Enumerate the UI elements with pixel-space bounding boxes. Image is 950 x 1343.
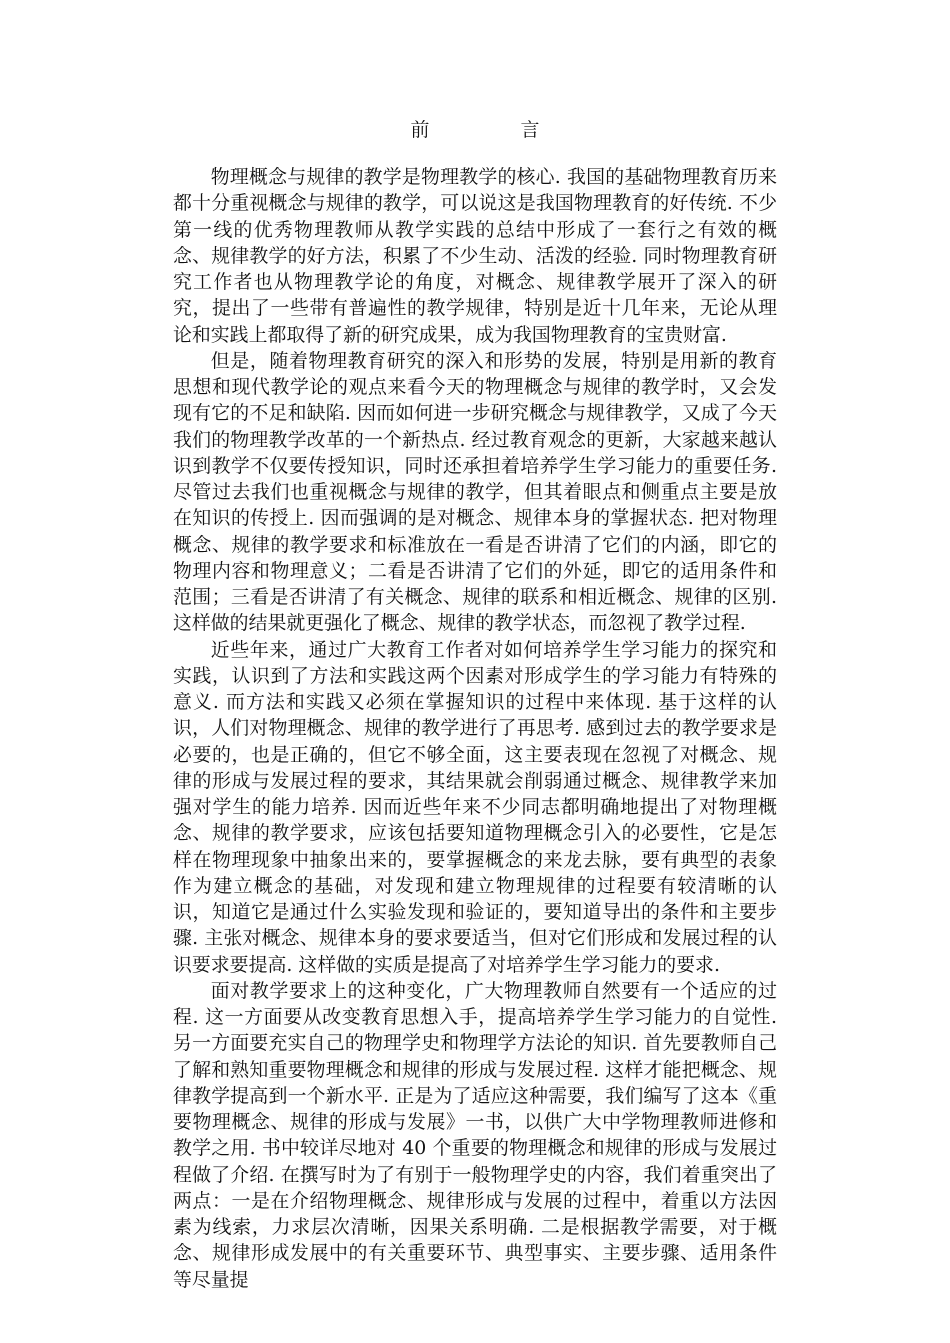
page-title: 前 言	[410, 119, 576, 141]
paragraph-3: 近些年来，通过广大教育工作者对如何培养学生学习能力的探究和实践，认识到了方法和实践这两个因素对形成学生的学习能力有特殊的意义. 而方法和实践又必须在掌握知识的过程中来体现. 基于这样的认识，人们对物理概念、规律的教学进行了再思考. 感到过去的教学要求是必要的，也是正确的，但它不够全面，这主要表现在忽视了对概念、规律的形成与发展过程的要求，其结果就会削弱通过概念、规律教学来加强对学生的能力培养. 因而近些年来不少同志都明确地提出了对物理概念、规律的教学要求，应该包括要知道物理概念引入的必要性，它是怎样在物理现象中抽象出来的，要掌握概念的来龙去脉，要有典型的表象作为建立概念的基础，对发现和建立物理规律的过程要有较清晰的认识，知道它是通过什么实验发现和验证的，要知道导出的条件和主要步骤. 主张对概念、规律本身的要求要适当，但对它们形成和发展过程的认识要求要提高. 这样做的实质是提高了对培养学生学习能力的要求.	[173, 638, 777, 976]
paragraph-2: 但是，随着物理教育研究的深入和形势的发展，特别是用新的教育思想和现代教学论的观点来看今天的物理概念与规律的教学时，又会发现有它的不足和缺陷. 因而如何进一步研究概念与规律教学，又成了今天我们的物理教学改革的一个新热点. 经过教育观念的更新，大家越来越认识到教学不仅要传授知识，同时还承担着培养学生学习能力的重要任务. 尽管过去我们也重视概念与规律的教学，但其着眼点和侧重点主要是放在知识的传授上. 因而强调的是对概念、规律本身的掌握状态. 把对物理概念、规律的教学要求和标准放在一看是否讲清了它们的内涵，即它的物理内容和物理意义；二看是否讲清了它们的外延，即它的适用条件和范围；三看是否讲清了有关概念、规律的联系和相近概念、规律的区别. 这样做的结果就更强化了概念、规律的教学状态，而忽视了教学过程.	[173, 349, 777, 635]
paragraph-4: 面对教学要求上的这种变化，广大物理教师自然要有一个适应的过程. 这一方面要从改变教育思想入手，提高培养学生学习能力的自觉性. 另一方面要充实自己的物理学史和物理学方法论的知识. 首先要教师自己了解和熟知重要物理概念和规律的形成与发展过程. 这样才能把概念、规律教学提高到一个新水平. 正是为了适应这种需要，我们编写了这本《重要物理概念、规律的形成与发展》一书，以供广大中学物理教师进修和教学之用. 书中较详尽地对 40 个重要的物理概念和规律的形成与发展过程做了介绍. 在撰写时为了有别于一般物理学史的内容，我们着重突出了两点：一是在介绍物理概念、规律形成与发展的过程中，着重以方法因素为线索，力求层次清晰，因果关系明确. 二是根据教学需要，对于概念、规律形成发展中的有关重要环节、典型事实、主要步骤、适用条件等尽量提	[173, 979, 777, 1291]
paragraph-1: 物理概念与规律的教学是物理教学的核心. 我国的基础物理教育历来都十分重视概念与规律的教学，可以说这是我国物理教育的好传统. 不少第一线的优秀物理教师从教学实践的总结中形成了一套行之有效的概念、规律教学的好方法，积累了不少生动、活泼的经验. 同时物理教育研究工作者也从物理教学论的角度，对概念、规律教学展开了深入的研究，提出了一些带有普遍性的教学规律，特别是近十几年来，无论从理论和实践上都取得了新的研究成果，成为我国物理教育的宝贵财富.	[173, 166, 777, 346]
preface-body	[173, 164, 777, 1293]
